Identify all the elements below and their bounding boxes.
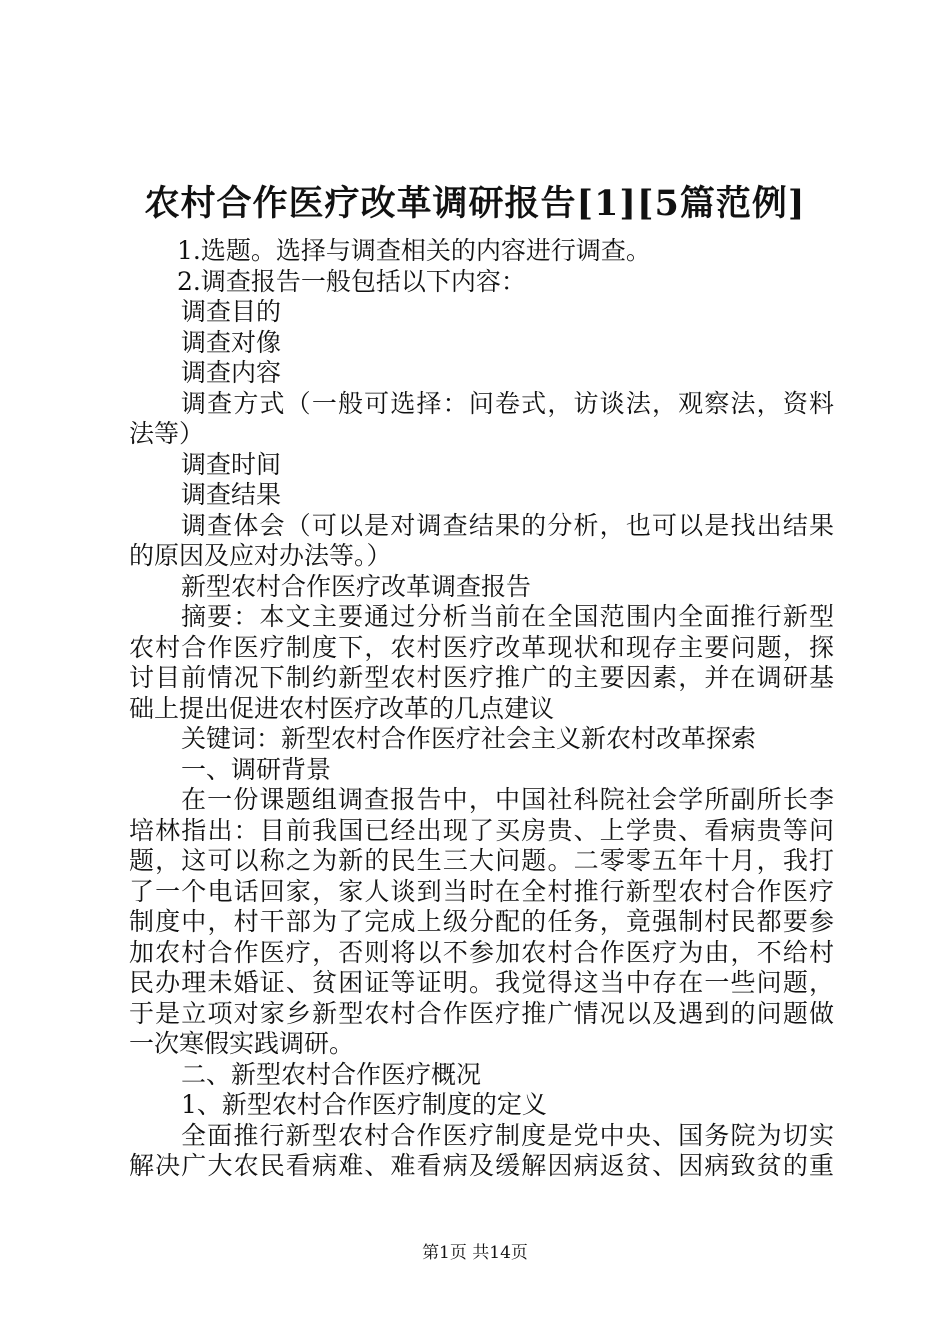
text-line: 调查时间 [181, 449, 282, 479]
text-line: 调查内容 [181, 358, 282, 387]
text-line: 新型农村合作医疗改革调查报告 [181, 571, 532, 601]
text-line: 讨目前情况下制约新型农村医疗推广的主要因素，并在调研基 [129, 663, 834, 692]
text-line: 调查对像 [181, 327, 282, 357]
text-line: 摘要：本文主要通过分析当前在全国范围内全面推行新型 [181, 602, 834, 631]
text-line: 农村合作医疗制度下，农村医疗改革现状和现存主要问题，探 [129, 632, 834, 662]
text-line: 在一份课题组调查报告中，中国社科院社会学所副所长李 [181, 785, 834, 814]
text-line: 法等） [129, 419, 205, 448]
document-title: 农村合作医疗改革调研报告[1][5篇范例] [144, 183, 806, 224]
text-line: 调查目的 [181, 297, 282, 326]
text-line: 培林指出：目前我国已经出现了买房贵、上学贵、看病贵等问 [129, 815, 834, 845]
text-line: 一、调研背景 [181, 754, 332, 784]
text-line: 二、新型农村合作医疗概况 [181, 1059, 482, 1089]
text-line: 了一个电话回家，家人谈到当时在全村推行新型农村合作医疗 [129, 876, 834, 906]
text-line: 解决广大农民看病难、难看病及缓解因病返贫、因病致贫的重 [129, 1151, 834, 1180]
text-line: 础上提出促进农村医疗改革的几点建议 [129, 693, 555, 723]
text-line: 全面推行新型农村合作医疗制度是党中央、国务院为切实 [181, 1120, 834, 1150]
document-body [129, 236, 834, 1182]
text-line: 制度中，村干部为了完成上级分配的任务，竟强制村民都要参 [129, 907, 834, 936]
text-line: 加农村合作医疗，否则将以不参加农村合作医疗为由，不给村 [129, 937, 834, 967]
text-line: 民办理未婚证、贫困证等证明。我觉得这当中存在一些问题， [129, 968, 834, 997]
text-line: 题，这可以称之为新的民生三大问题。二零零五年十月，我打 [129, 846, 834, 875]
text-line: 调查方式（一般可选择：问卷式，访谈法，观察法，资料 [181, 388, 834, 418]
text-line: 调查结果 [181, 480, 282, 509]
text-line: 的原因及应对办法等。） [129, 541, 392, 570]
text-line: 2.调查报告一般包括以下内容： [177, 266, 526, 296]
page-footer: 第1页 共14页 [422, 1243, 528, 1263]
text-line: 关键词：新型农村合作医疗社会主义新农村改革探索 [181, 724, 757, 753]
text-line: 1、新型农村合作医疗制度的定义 [181, 1090, 547, 1119]
text-line: 一次寒假实践调研。 [129, 1029, 355, 1058]
text-line: 1.选题。选择与调查相关的内容进行调查。 [177, 236, 651, 265]
text-line: 于是立项对家乡新型农村合作医疗推广情况以及遇到的问题做 [129, 998, 834, 1028]
text-line: 调查体会（可以是对调查结果的分析，也可以是找出结果 [181, 510, 834, 540]
